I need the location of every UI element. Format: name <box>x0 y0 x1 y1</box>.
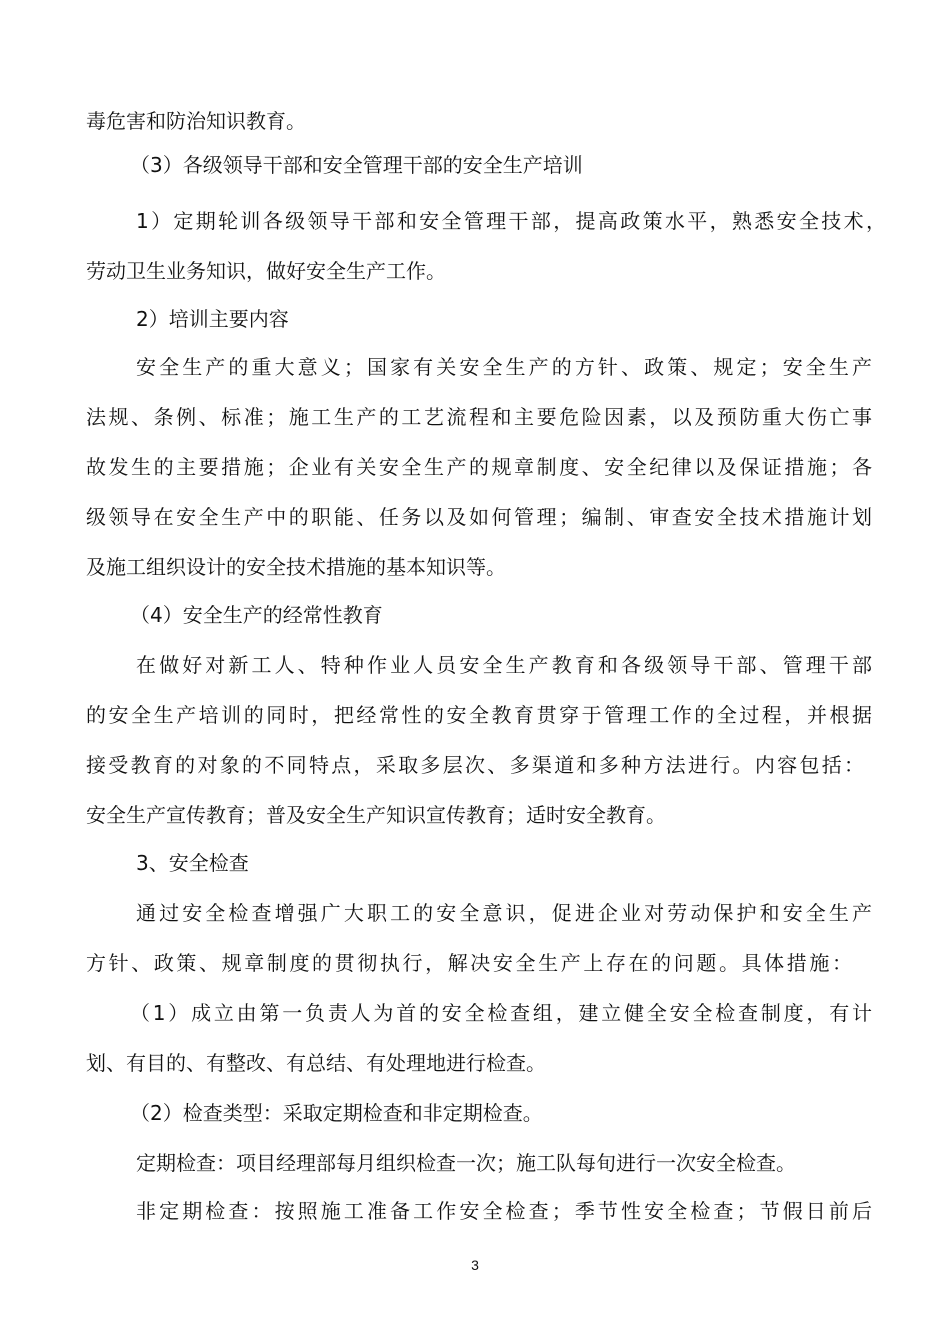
text-line: 法规、条例、标准；施工生产的工艺流程和主要危险因素，以及预防重大伤亡事 <box>86 405 872 429</box>
text-line: （1）成立由第一负责人为首的安全检查组，建立健全安全检查制度，有计 <box>130 1001 872 1025</box>
text-line: （2）检查类型：采取定期检查和非定期检查。 <box>130 1101 543 1125</box>
text-line: 非定期检查：按照施工准备工作安全检查；季节性安全检查；节假日前后 <box>136 1199 872 1223</box>
text-line: 定期检查：项目经理部每月组织检查一次；施工队每旬进行一次安全检查。 <box>136 1151 796 1175</box>
section-heading: 3、安全检查 <box>136 851 249 875</box>
text-line: 故发生的主要措施；企业有关安全生产的规章制度、安全纪律以及保证措施；各 <box>86 455 872 479</box>
text-line: 安全生产宣传教育；普及安全生产知识宣传教育；适时安全教育。 <box>86 803 666 827</box>
text-line: 安全生产的重大意义；国家有关安全生产的方针、政策、规定；安全生产 <box>136 355 872 379</box>
text-line: 劳动卫生业务知识，做好安全生产工作。 <box>86 259 446 283</box>
subsection-heading: 2）培训主要内容 <box>136 307 289 331</box>
text-line: 的安全生产培训的同时，把经常性的安全教育贯穿于管理工作的全过程，并根据 <box>86 703 872 727</box>
text-line: 级领导在安全生产中的职能、任务以及如何管理；编制、审查安全技术措施计划 <box>86 505 872 529</box>
text-line: 方针、政策、规章制度的贯彻执行，解决安全生产上存在的问题。具体措施： <box>86 951 852 975</box>
text-line: 通过安全检查增强广大职工的安全意识，促进企业对劳动保护和安全生产 <box>136 901 872 925</box>
text-line: 及施工组织设计的安全技术措施的基本知识等。 <box>86 555 506 579</box>
page-number: 3 <box>471 1257 479 1273</box>
section-heading: （3）各级领导干部和安全管理干部的安全生产培训 <box>130 153 583 177</box>
text-line: 划、有目的、有整改、有总结、有处理地进行检查。 <box>86 1051 546 1075</box>
text-line: 接受教育的对象的不同特点，采取多层次、多渠道和多种方法进行。内容包括： <box>86 753 864 777</box>
text-line: 毒危害和防治知识教育。 <box>86 109 306 133</box>
text-line: 在做好对新工人、特种作业人员安全生产教育和各级领导干部、管理干部 <box>136 653 872 677</box>
text-line: 1）定期轮训各级领导干部和安全管理干部，提高政策水平，熟悉安全技术， <box>136 209 886 233</box>
section-heading: （4）安全生产的经常性教育 <box>130 603 383 627</box>
